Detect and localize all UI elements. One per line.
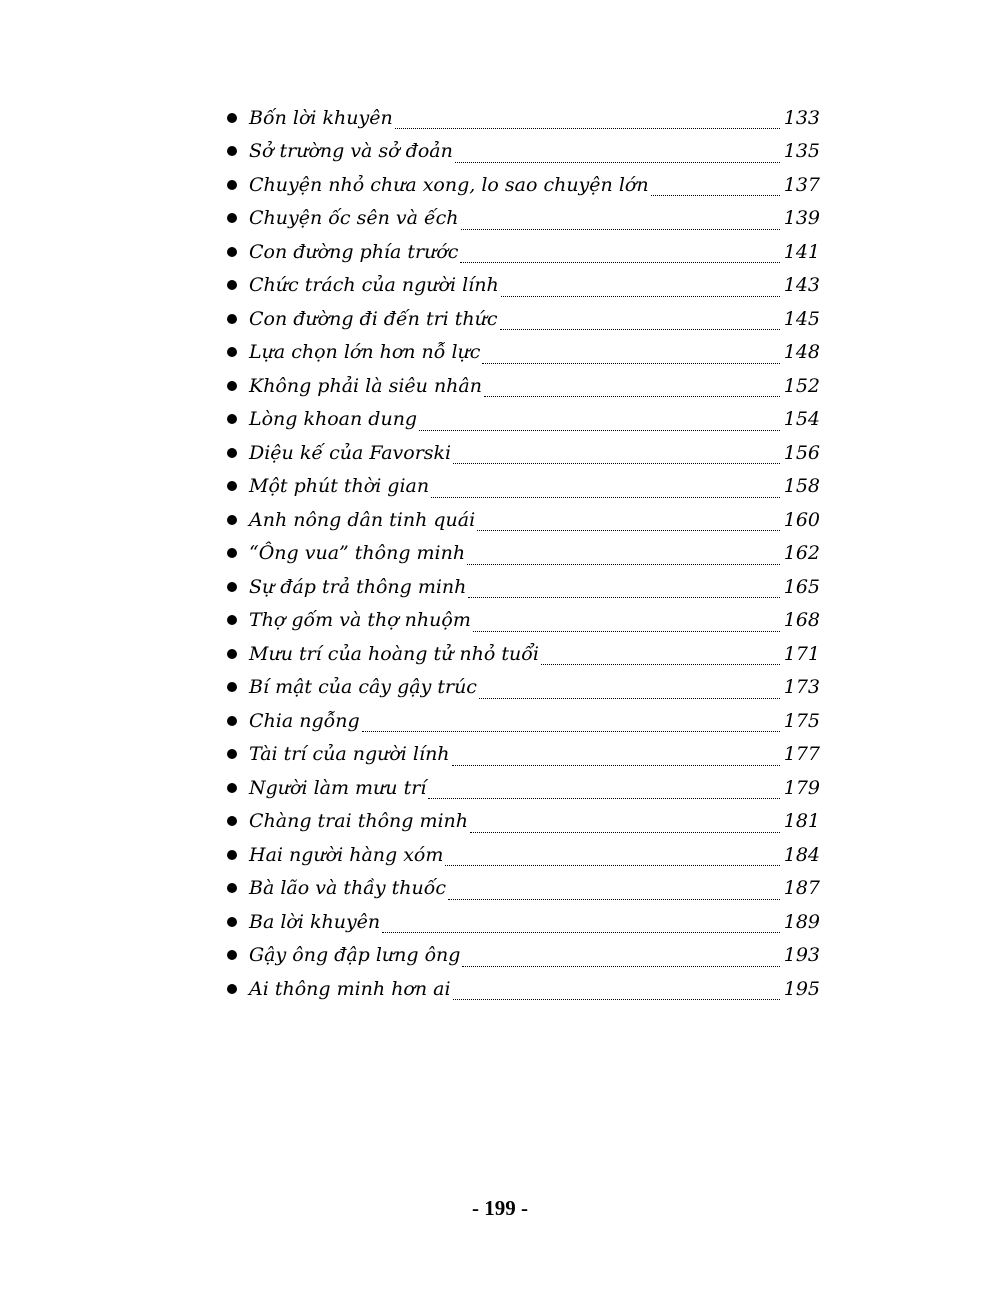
toc-entry-page: 156: [783, 441, 820, 464]
dot-leader: [460, 262, 780, 263]
dot-leader: [484, 396, 780, 397]
toc-entry: [222, 302, 820, 336]
bullet-icon: [227, 615, 237, 625]
dot-leader: [479, 698, 780, 699]
toc-entry-page: 162: [783, 542, 820, 565]
toc-entry-title: Bốn lời khuyên: [249, 106, 393, 129]
toc-entry-page: 160: [783, 508, 820, 531]
dot-leader: [453, 463, 780, 464]
dot-leader: [477, 530, 780, 531]
toc-entry: [222, 738, 820, 772]
toc-entry: [222, 972, 820, 1006]
toc-entry: [222, 604, 820, 638]
table-of-contents: [222, 101, 820, 1006]
dot-leader: [501, 296, 780, 297]
toc-entry-title: Con đường phía trước: [249, 240, 459, 263]
bullet-icon: [227, 582, 237, 592]
toc-entry: [222, 168, 820, 202]
dot-leader: [419, 430, 780, 431]
toc-entry: [222, 369, 820, 403]
toc-entry-page: 177: [783, 743, 820, 766]
dot-leader: [467, 564, 780, 565]
toc-entry: [222, 436, 820, 470]
toc-entry-page: 171: [783, 642, 820, 665]
bullet-icon: [227, 950, 237, 960]
toc-entry-page: 184: [783, 843, 820, 866]
toc-entry-title: Hai người hàng xóm: [249, 843, 444, 866]
dot-leader: [473, 631, 780, 632]
toc-entry-page: 133: [783, 106, 820, 129]
toc-entry-title: Lòng khoan dung: [249, 408, 418, 431]
dot-leader: [448, 899, 780, 900]
toc-entry-title: Thợ gốm và thợ nhuộm: [249, 609, 471, 632]
toc-entry-title: Gậy ông đập lưng ông: [249, 944, 461, 967]
dot-leader: [462, 966, 780, 967]
bullet-icon: [227, 883, 237, 893]
toc-entry-title: Chức trách của người lính: [249, 274, 499, 297]
toc-entry-page: 135: [783, 140, 820, 163]
dot-leader: [455, 162, 780, 163]
toc-entry-title: Chia ngỗng: [249, 709, 360, 732]
toc-entry: [222, 872, 820, 906]
toc-entry-page: 193: [783, 944, 820, 967]
toc-entry: [222, 905, 820, 939]
dot-leader: [470, 832, 780, 833]
toc-entry-page: 181: [783, 810, 820, 833]
bullet-icon: [227, 213, 237, 223]
bullet-icon: [227, 816, 237, 826]
toc-entry-title: Người làm mưu trí: [249, 776, 427, 799]
toc-entry-page: 175: [783, 709, 820, 732]
dot-leader: [362, 731, 780, 732]
dot-leader: [541, 664, 780, 665]
toc-entry-title: Sự đáp trả thông minh: [249, 575, 467, 598]
bullet-icon: [227, 548, 237, 558]
bullet-icon: [227, 682, 237, 692]
bullet-icon: [227, 448, 237, 458]
toc-entry: [222, 537, 820, 571]
bullet-icon: [227, 515, 237, 525]
toc-entry-title: Tài trí của người lính: [249, 743, 450, 766]
dot-leader: [453, 999, 780, 1000]
bullet-icon: [227, 649, 237, 659]
toc-entry-page: 154: [783, 408, 820, 431]
toc-entry-page: 137: [783, 173, 820, 196]
toc-entry: [222, 570, 820, 604]
bullet-icon: [227, 749, 237, 759]
dot-leader: [395, 128, 780, 129]
bullet-icon: [227, 783, 237, 793]
bullet-icon: [227, 381, 237, 391]
toc-entry-title: Mưu trí của hoàng tử nhỏ tuổi: [249, 642, 539, 665]
toc-entry: [222, 202, 820, 236]
dot-leader: [500, 329, 780, 330]
toc-entry-page: 173: [783, 676, 820, 699]
toc-entry-title: Diệu kế của Favorski: [249, 441, 452, 464]
bullet-icon: [227, 113, 237, 123]
toc-entry-title: Anh nông dân tinh quái: [249, 508, 476, 531]
toc-entry-title: Ai thông minh hơn ai: [249, 977, 451, 1000]
dot-leader: [445, 865, 780, 866]
bullet-icon: [227, 280, 237, 290]
bullet-icon: [227, 414, 237, 424]
toc-entry: [222, 235, 820, 269]
toc-entry-title: Chàng trai thông minh: [249, 810, 469, 833]
bullet-icon: [227, 850, 237, 860]
dot-leader: [428, 798, 780, 799]
dot-leader: [651, 195, 780, 196]
toc-entry-page: 158: [783, 475, 820, 498]
dot-leader: [382, 932, 780, 933]
toc-entry: [222, 671, 820, 705]
toc-entry-page: 148: [783, 341, 820, 364]
toc-entry-title: “Ông vua” thông minh: [249, 542, 466, 565]
toc-entry: [222, 704, 820, 738]
toc-entry-page: 145: [783, 307, 820, 330]
toc-entry: [222, 805, 820, 839]
toc-entry-title: Sở trường và sở đoản: [249, 140, 453, 163]
toc-entry-title: Bà lão và thầy thuốc: [249, 877, 446, 900]
toc-entry-page: 179: [783, 776, 820, 799]
toc-entry: [222, 135, 820, 169]
bullet-icon: [227, 247, 237, 257]
toc-entry-page: 141: [783, 240, 820, 263]
toc-entry-page: 168: [783, 609, 820, 632]
bullet-icon: [227, 481, 237, 491]
dot-leader: [468, 597, 780, 598]
toc-entry: [222, 939, 820, 973]
bullet-icon: [227, 917, 237, 927]
toc-entry: [222, 838, 820, 872]
dot-leader: [482, 363, 780, 364]
page-number: - 199 -: [472, 1196, 528, 1220]
dot-leader: [452, 765, 780, 766]
toc-entry-page: 152: [783, 374, 820, 397]
toc-entry: [222, 101, 820, 135]
toc-entry: [222, 336, 820, 370]
toc-entry-page: 143: [783, 274, 820, 297]
toc-entry-title: Ba lời khuyên: [249, 910, 381, 933]
toc-entry-title: Lựa chọn lớn hơn nỗ lực: [249, 341, 481, 364]
toc-entry-page: 189: [783, 910, 820, 933]
bullet-icon: [227, 716, 237, 726]
toc-entry-title: Chuyện nhỏ chưa xong, lo sao chuyện lớn: [249, 173, 649, 196]
toc-entry: [222, 470, 820, 504]
toc-entry: [222, 269, 820, 303]
bullet-icon: [227, 314, 237, 324]
toc-entry-page: 139: [783, 207, 820, 230]
bullet-icon: [227, 347, 237, 357]
toc-entry: [222, 771, 820, 805]
bullet-icon: [227, 984, 237, 994]
toc-entry-title: Chuyện ốc sên và ếch: [249, 207, 459, 230]
dot-leader: [461, 229, 780, 230]
dot-leader: [431, 497, 780, 498]
toc-entry: [222, 403, 820, 437]
toc-entry-page: 195: [783, 977, 820, 1000]
toc-entry-title: Con đường đi đến tri thức: [249, 307, 498, 330]
bullet-icon: [227, 146, 237, 156]
toc-entry-title: Không phải là siêu nhân: [249, 374, 482, 397]
bullet-icon: [227, 180, 237, 190]
toc-entry: [222, 503, 820, 537]
toc-entry-title: Một phút thời gian: [249, 475, 430, 498]
toc-entry-page: 165: [783, 575, 820, 598]
toc-entry-title: Bí mật của cây gậy trúc: [249, 676, 477, 699]
toc-entry-page: 187: [783, 877, 820, 900]
toc-entry: [222, 637, 820, 671]
